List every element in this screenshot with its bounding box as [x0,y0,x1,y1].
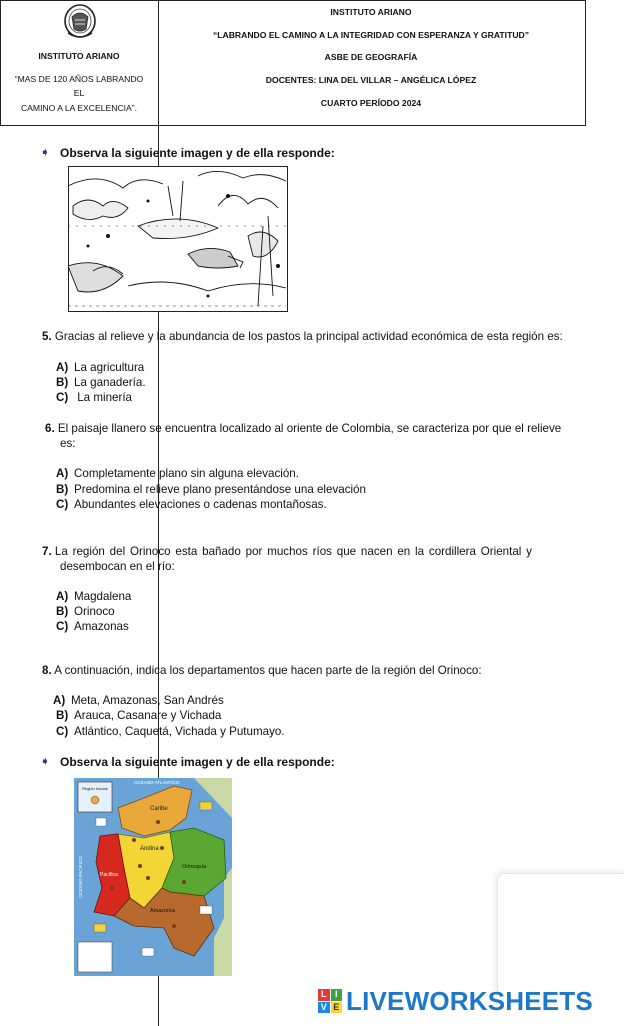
header-table [0,0,586,126]
liveworksheets-wordmark: LIVEWORKSHEETS [346,985,593,1016]
liveworksheets-logo-icon: L I V E [318,989,342,1013]
teachers: DOCENTES: LINA DEL VILLAR – ANGÉLICA LÓPEZ [265,75,477,85]
orinoquia-label: Orinoquía [182,864,207,870]
subject: ASBE DE GEOGRAFÍA [324,52,418,62]
q7-option-c[interactable]: C) Amazonas [56,620,129,633]
caribe-label: Caribe [150,806,168,812]
q6-option-c[interactable]: C) Abundantes elevaciones o cadenas montañosas. [56,498,327,511]
q7-option-a[interactable]: A) Magdalena [56,590,132,603]
question-7 [42,545,532,558]
question-8 [42,664,482,677]
q6-option-b[interactable]: B) Predomina el relieve plano presentándose una elevación [56,483,366,496]
left-motto-line-2: EL [73,88,85,98]
ocean-pacific-label: OCEANO PACIFICO [78,856,83,898]
question-6-number: 6. [45,422,55,435]
left-motto-line-1: “MAS DE 120 AÑOS LABRANDO [14,74,144,84]
andina-label: Andina [140,846,159,852]
q8-option-c[interactable]: C) Atlántico, Caquetá, Vichada y Putumayo. [56,725,285,738]
question-6 [45,422,561,435]
question-6-text-2: es: [60,437,76,450]
colombia-regions-map [74,778,232,976]
q6-option-a[interactable]: A) Completamente plano sin alguna elevación. [56,467,299,480]
arrow-bullet-icon: ➧ [40,754,51,768]
question-5-number: 5. [42,330,52,343]
period: CUARTO PERÍODO 2024 [320,98,422,108]
question-8-number: 8. [42,664,52,677]
q5-option-a[interactable]: A) La agricultura [56,361,145,374]
question-6-text-1: El paisaje llanero se encuentra localizado al oriente de Colombia, se caracteriza por que el relieve [57,422,562,435]
q5-option-b[interactable]: B) La ganadería. [56,376,146,389]
insular-label: Región Insular [82,786,108,791]
q8-option-b[interactable]: B) Arauca, Casanare y Vichada [56,709,222,722]
instruction-1: Observa la siguiente imagen y de ella responde: [60,146,335,160]
q7-option-b[interactable]: B) Orinoco [56,605,115,618]
floating-card [497,873,624,994]
llanos-landscape-drawing [68,166,288,312]
question-7-text-1: La región del Orinoco esta bañado por muchos ríos que nacen en la cordillera Oriental y [54,545,532,558]
q5-option-c[interactable]: C) La minería [56,391,133,404]
question-7-number: 7. [42,545,52,558]
right-slogan: “LABRANDO EL CAMINO A LA INTEGRIDAD CON ESPERANZA Y GRATITUD” [212,30,530,40]
arrow-bullet-icon: ➧ [40,145,51,159]
question-7-text-2: desembocan en el río: [60,560,175,573]
question-5-text: Gracias al relieve y la abundancia de los pastos la principal actividad económica de esta región es: [54,330,563,343]
q8-option-a[interactable]: A) Meta, Amazonas, San Andrés [53,694,224,707]
amazonia-label: Amazonía [150,908,175,914]
ocean-atlantic-label: OCEANO ATLANTICO [134,780,180,785]
instruction-2: Observa la siguiente imagen y de ella responde: [60,755,335,769]
school-crest-icon [62,3,98,41]
left-motto-line-3: CAMINO A LA EXCELENCIA”. [20,103,138,113]
right-school-name: INSTITUTO ARIANO [330,7,412,17]
question-5 [42,330,563,343]
left-school-name: INSTITUTO ARIANO [38,51,120,61]
question-8-text: A continuación, indica los departamentos que hacen parte de la región del Orinoco: [54,664,482,677]
map-legend-box [78,942,112,972]
pacifica-label: Pacífica [100,872,118,878]
liveworksheets-brand[interactable] [318,986,593,1016]
